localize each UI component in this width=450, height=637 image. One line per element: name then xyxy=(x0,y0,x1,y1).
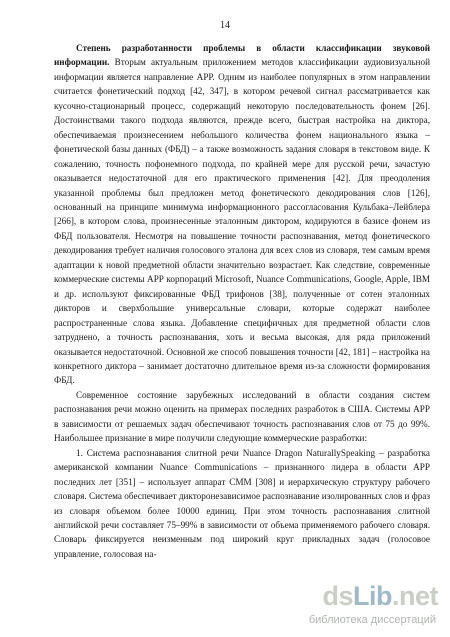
watermark-subtitle: библиотека диссертаций xyxy=(308,614,436,626)
watermark-logo-suffix: .net xyxy=(391,581,438,611)
body-text xyxy=(54,41,430,561)
watermark-logo xyxy=(322,581,438,612)
paragraph-2 xyxy=(54,388,430,446)
paragraph-2-text: Современное состояние зарубежных исследований в области создания систем распознавания речи можно оценить на примерах последних разработок в США. Системы АРР в зависимости от решаемых задач обеспечивают точность распознавания слов от 75 до 99%. Наибольшее признание в мире получили следующие коммерческие разработки: xyxy=(54,389,430,444)
dslib-watermark xyxy=(288,581,438,631)
paragraph-1 xyxy=(54,41,430,388)
paragraph-3 xyxy=(54,446,430,562)
page-number: 14 xyxy=(220,20,230,31)
watermark-logo-accent: Lib xyxy=(352,581,392,611)
paragraph-1-lead: Степень разработанности проблемы в области классификации звуковой информации. xyxy=(54,43,430,68)
paragraph-1-text: Вторым актуальным приложением методов классификации аудиовизуальной информации является направление АРР. Одним из наиболее популярных в этом направлении считается фонетический подход [42, 347], в котором речевой сигнал рассматривается как кусочно-стационарный процесс, содержащий некоторую последовательность фонем [26]. Достоинствами такого подхода являются, прежде всего, быстрая настройка на диктора, обеспечиваемая произнесением небольшого количества фонем национального языка – фонетической базы данных (ФБД) – а также возможность задания словаря в текстовом виде. К сожалению, точность пофонемного подхода, по крайней мере для русской речи, зачастую оказывается недостаточной для его практического применения [42]. Для преодоления указанной проблемы был предложен метод фонетического декодирования слов [126], основанный на принципе минимума информационного рассогласования Кульбака–Лейблера [266], в котором слова, произнесенные эталонным диктором, кодируются в базисе фонем из ФБД пользователя. Несмотря на повышение точности распознавания, метод фонетического декодирования требует наличия голосового эталона для всех слов из словаря, тем самым время адаптации к новой предметной области значительно возрастает. Как следствие, современные коммерческие системы АРР корпораций Microsoft, Nuance Communications, Google, Apple, IBM и др. используют фиксированные ФБД трифонов [38], полученные от сотен эталонных дикторов и сверхбольшие универсальные словари, которые содержат наиболее распространенные слова языка. Добавление специфичных для предметной области слов затруднено, а точность распознавания, хоть и весьма высокая, для ряда приложений оказывается недостаточной. Основной же способ повышения точности [42, 181] – настройка на конкретного диктора – занимает достаточно длительное время из-за сложности формирования ФБД. xyxy=(54,57,430,386)
paragraph-3-text: 1. Система распознавания слитной речи Nuance Dragon NaturallySpeaking – разработка американской компании Nuance Communications – признанного лидера в области АРР последних лет [351] – использует аппарат СММ [308] и иерархическую структуру рабочего словаря. Система обеспечивает дикторонезависимое распознавание изолированных слов и фраз из словаря объемом более 10000 единиц. При этом точность распознавания слитной английской речи составляет 75–99% в зависимости от объема применяемого рабочего словаря. Словарь фиксируется неизменным под широкий круг прикладных задач (голосовое управление, голосовая на- xyxy=(54,447,430,559)
watermark-logo-prefix: ds xyxy=(322,581,353,611)
